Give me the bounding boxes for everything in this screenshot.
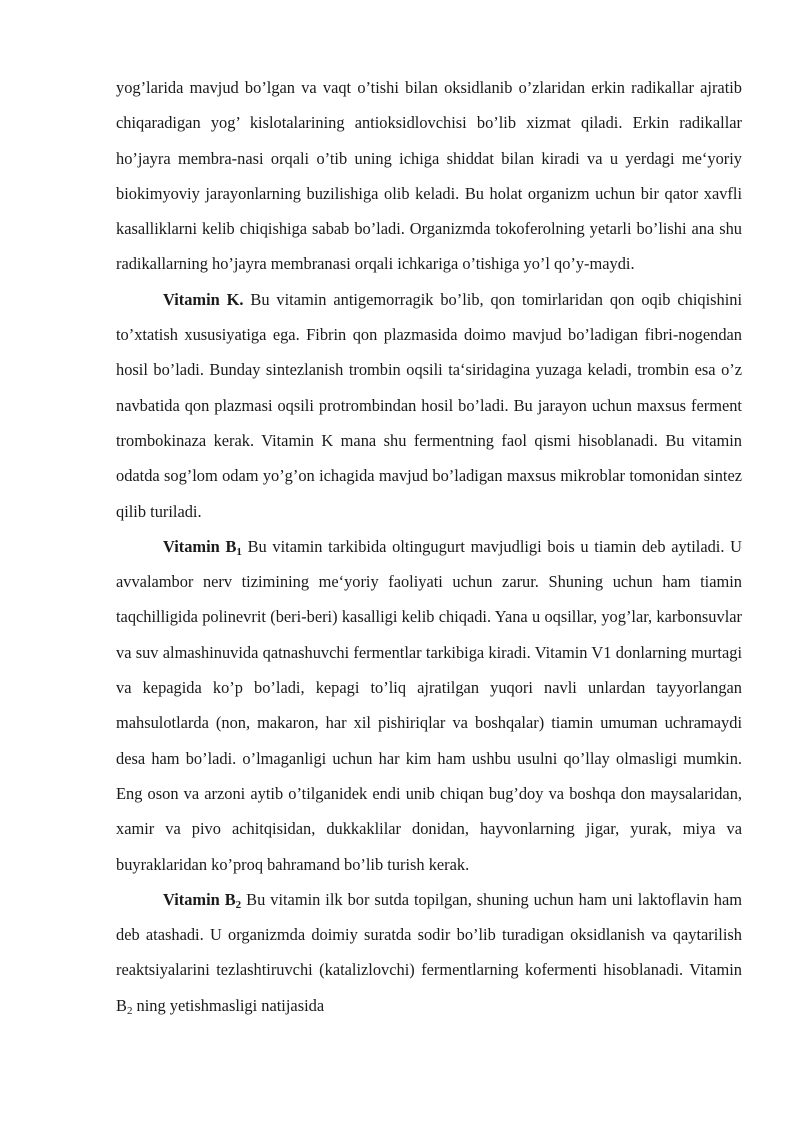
heading-text: Vitamin B xyxy=(163,889,236,909)
paragraph-heading xyxy=(163,890,241,909)
document-page xyxy=(116,70,742,1023)
inline-subscript: 2 xyxy=(126,1004,133,1017)
paragraph-text: yog’larida mavjud bo’lgan va vaqt o’tishi bilan oksidlanib o’zlaridan erkin radikallar ajratib chiqaradigan yog’ kislotalarining antioksidlovchisi bo’lib xizmat qiladi. Erkin radikallar ho’jayra membra-nasi orqali o’tib uning ichiga shiddat bilan kiradi va u yerdagi me‘yoriy biokimyoviy jarayonlarning buzilishiga olib keladi. Bu holat organizm uchun bir qator xavfli kasalliklarni kelib chiqishiga sabab bo’ladi. Organizmda tokoferolning yetarli bo’lishi ana shu radikallarning ho’jayra membranasi orqali ichkariga o’tishiga yo’l qo’y-maydi. xyxy=(116,78,742,274)
heading-subscript: 1 xyxy=(236,545,242,558)
heading-text: Vitamin B xyxy=(163,536,237,556)
heading-subscript: 2 xyxy=(235,898,242,911)
paragraph-text: Bu vitamin tarkibida oltingugurt mavjudligi bois u tiamin deb aytiladi. U avvalambor nerv tizimining me‘yoriy faoliyati uchun zarur. Shuning uchun ham tiamin taqchilligida polinevrit (beri-beri) kasalligi kelib chiqadi. Yana u oqsillar, yog’lar, karbonsuvlar va suv almashinuvida qatnashuvchi fermentlar tarkibiga kiradi. Vitamin V1 donlarning murtagi va kepagida ko’p bo’ladi, kepagi to’liq ajratilgan yuqori navli unlardan tayyorlangan mahsulotlarda (non, makaron, har xil pishiriqlar va boshqalar) tiamin umuman uchramaydi desa ham bo’ladi. o’lmaganligi uchun har kim ham ushbu usulni qo’llay olmasligi mumkin. Eng oson va arzoni aytib o’tilganidek endi unib chiqan bug’doy va boshqa don maysalaridan, xamir va pivo achitqisidan, dukkaklilar donidan, hayvonlarning jigar, yurak, miya va buyraklaridan ko’proq bahramand bo’lib turish kerak. xyxy=(116,536,742,874)
paragraph-vitamin-k xyxy=(116,282,742,529)
paragraph-heading: Vitamin K. xyxy=(163,289,244,309)
paragraph-vitamin-b1 xyxy=(116,529,742,882)
paragraph-text: Bu vitamin antigemorragik bo’lib, qon tomirlaridan qon oqib chiqishini to’xtatish xususiyatiga ega. Fibrin qon plazmasida doimo mavjud bo’ladigan fibri-nogendan hosil bo’ladi. Bunday sintezlanish trombin oqsili ta‘siridagina yuzaga keladi, trombin esa o’z navbatida qon plazmasi oqsili protrombindan hosil bo’ladi. Bu jarayon uchun maxsus ferment trombokinaza kerak. Vitamin K mana shu fermentning faol qismi hisoblanadi. Bu vitamin odatda sog’lom odam yo’g’on ichagida mavjud bo’ladigan maxsus mikroblar tomonidan sintez qilib turiladi. xyxy=(116,289,742,521)
paragraph-text-tail: ning yetishmasligi natijasida xyxy=(132,995,325,1015)
paragraph-text: Bu vitamin ilk bor sutda topilgan, shuning uchun ham uni laktoflavin ham deb atashadi. U organizmda doimiy suratda sodir bo’lib turadigan oksidlanish va qaytarilish reaktsiyalarini tezlashtiruvchi (katalizlovchi) fermentlarning kofermenti hisoblanadi. Vitamin B xyxy=(116,889,742,1015)
paragraph-tocopherol-continuation xyxy=(116,70,742,282)
paragraph-vitamin-b2 xyxy=(116,882,742,1023)
paragraph-heading xyxy=(163,537,242,556)
